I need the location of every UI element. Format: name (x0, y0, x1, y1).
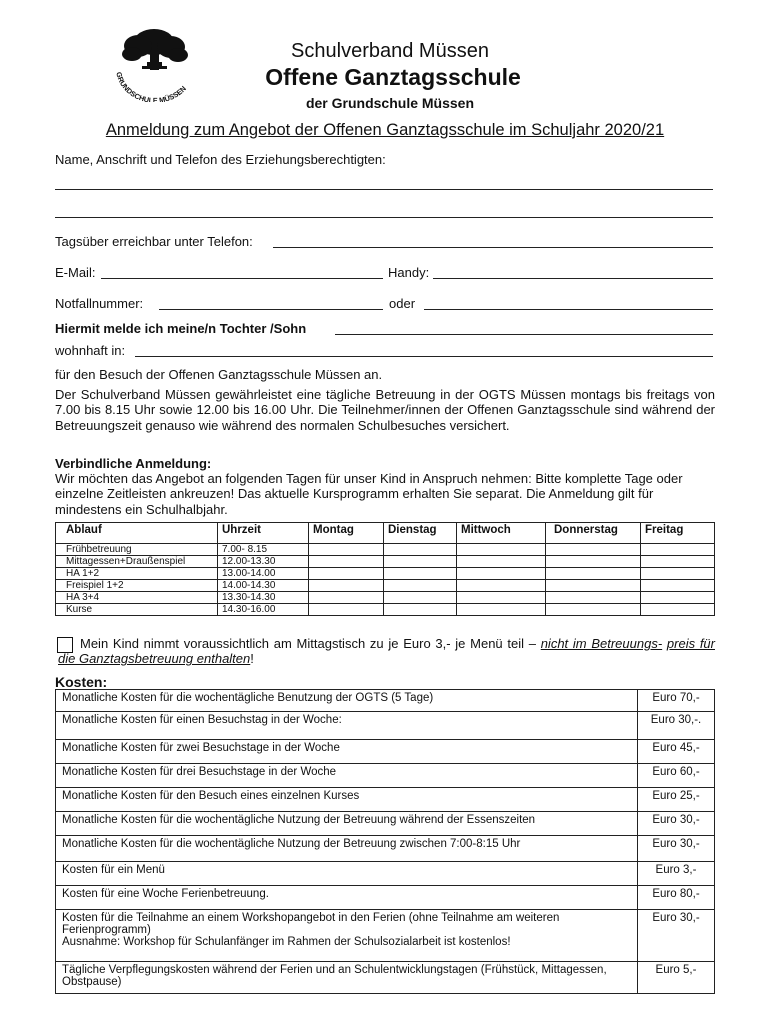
emergency-label: Notfallnummer: (55, 296, 144, 311)
schedule-cell-wednesday[interactable] (457, 568, 546, 580)
cost-row (56, 836, 715, 862)
cost-price: Euro 30,- (638, 812, 715, 836)
cost-row (56, 962, 715, 994)
cost-label: Kosten für die Teilnahme an einem Workshopangebot in den Ferien (ohne Teilnahme am weiteren Ferienprogramm) Ausnahme: Workshop für Schulanfänger im Rahmen der Schulsozialarbeit ist kostenlos! (56, 910, 638, 962)
schedule-time: 13.30-14.30 (218, 592, 309, 604)
schedule-cell-tuesday[interactable] (384, 556, 457, 568)
schedule-cell-monday[interactable] (309, 568, 384, 580)
child-label: Hiermit melde ich meine/n Tochter /Sohn (55, 321, 307, 336)
schedule-cell-wednesday[interactable] (457, 544, 546, 556)
mobile-label: Handy: (388, 265, 430, 280)
schedule-cell-friday[interactable] (641, 556, 715, 568)
residence-label: wohnhaft in: (55, 343, 126, 358)
schedule-cell-friday[interactable] (641, 544, 715, 556)
phone-field[interactable] (273, 247, 713, 248)
cost-price: Euro 30,-. (638, 712, 715, 740)
cost-row (56, 788, 715, 812)
cost-row (56, 910, 715, 962)
schedule-cell-thursday[interactable] (546, 580, 641, 592)
col-wednesday: Mittwoch (457, 523, 546, 544)
schedule-time: 14.00-14.30 (218, 580, 309, 592)
cost-label: Monatliche Kosten für einen Besuchstag in der Woche: (56, 712, 638, 740)
cost-label: Kosten für eine Woche Ferienbetreuung. (56, 886, 638, 910)
cost-price: Euro 45,- (638, 740, 715, 764)
or-label: oder (389, 296, 416, 311)
intro-paragraph: Der Schulverband Müssen gewährleistet eine tägliche Betreuung in der OGTS Müssen montags bis freitags von 7.00 bis 8.15 Uhr sowie 12.00 bis 16.00 Uhr. Die Teilnehmer/innen der Offenen Ganztagsschule sind während der Betreuungszeit genauso wie während des normalen Schulbesuches versichert. (55, 387, 715, 433)
mobile-field[interactable] (433, 278, 713, 279)
header-line1: Schulverband Müssen (291, 40, 489, 62)
cost-price: Euro 60,- (638, 764, 715, 788)
cost-label: Monatliche Kosten für die wochentägliche Nutzung der Betreuung während der Essenszeiten (56, 812, 638, 836)
school-logo (108, 22, 200, 102)
schedule-cell-tuesday[interactable] (384, 544, 457, 556)
phone-label: Tagsüber erreichbar unter Telefon: (55, 234, 253, 249)
schedule-row (56, 544, 715, 556)
emergency-field-alt[interactable] (424, 309, 713, 310)
schedule-cell-friday[interactable] (641, 592, 715, 604)
cost-row (56, 712, 715, 740)
schedule-cell-tuesday[interactable] (384, 580, 457, 592)
cost-price: Euro 30,- (638, 910, 715, 962)
cost-label: Monatliche Kosten für den Besuch eines einzelnen Kurses (56, 788, 638, 812)
cost-label: Kosten für ein Menü (56, 862, 638, 886)
emergency-field[interactable] (159, 309, 383, 310)
schedule-cell-wednesday[interactable] (457, 592, 546, 604)
email-label: E-Mail: (55, 265, 96, 280)
schedule-cell-friday[interactable] (641, 604, 715, 616)
cost-label: Monatliche Kosten für drei Besuchstage in der Woche (56, 764, 638, 788)
cost-row (56, 764, 715, 788)
costs-table (55, 689, 715, 994)
schedule-activity: Freispiel 1+2 (56, 580, 218, 592)
schedule-cell-tuesday[interactable] (384, 568, 457, 580)
schedule-header-row (56, 523, 715, 544)
visit-text: für den Besuch der Offenen Ganztagsschule Müssen an. (55, 367, 383, 382)
cost-label: Tägliche Verpflegungskosten während der Ferien und an Schulentwicklungstagen (Frühstück, Mittagessen, Obstpause) (56, 962, 638, 994)
schedule-cell-wednesday[interactable] (457, 604, 546, 616)
col-friday: Freitag (641, 523, 715, 544)
col-time: Uhrzeit (218, 523, 309, 544)
schedule-row (56, 568, 715, 580)
svg-text:GRUNDSCHULE MÜSSEN (114, 71, 188, 102)
schedule-cell-tuesday[interactable] (384, 604, 457, 616)
guardian-line-2[interactable] (55, 217, 713, 218)
cost-price: Euro 70,- (638, 690, 715, 712)
schedule-row (56, 604, 715, 616)
schedule-time: 12.00-13.30 (218, 556, 309, 568)
cost-label: Monatliche Kosten für zwei Besuchstage in der Woche (56, 740, 638, 764)
schedule-cell-friday[interactable] (641, 568, 715, 580)
schedule-row (56, 592, 715, 604)
schedule-row (56, 556, 715, 568)
logo-text: GRUNDSCHULE MÜSSEN (114, 70, 188, 102)
cost-price: Euro 25,- (638, 788, 715, 812)
schedule-activity: Frühbetreuung (56, 544, 218, 556)
cost-row (56, 886, 715, 910)
lunch-text-main: Mein Kind nimmt voraussichtlich am Mittagstisch zu je Euro 3,- je Menü teil – (80, 636, 541, 651)
cost-row (56, 740, 715, 764)
col-monday: Montag (309, 523, 384, 544)
schedule-cell-monday[interactable] (309, 580, 384, 592)
schedule-cell-thursday[interactable] (546, 568, 641, 580)
lunch-text (58, 636, 715, 667)
col-thursday: Donnerstag (546, 523, 641, 544)
header-line3: der Grundschule Müssen (305, 95, 475, 111)
lunch-emphasis-1: nicht im Betreuungs- (540, 636, 663, 651)
lunch-text-end: ! (250, 651, 254, 667)
binding-heading: Verbindliche Anmeldung: (55, 456, 212, 471)
cost-row (56, 862, 715, 886)
residence-field[interactable] (135, 356, 713, 357)
schedule-cell-monday[interactable] (309, 556, 384, 568)
col-tuesday: Dienstag (384, 523, 457, 544)
schedule-cell-monday[interactable] (309, 592, 384, 604)
cost-price: Euro 30,- (638, 836, 715, 862)
schedule-cell-tuesday[interactable] (384, 592, 457, 604)
schedule-cell-thursday[interactable] (546, 592, 641, 604)
schedule-activity: HA 1+2 (56, 568, 218, 580)
col-activity: Ablauf (56, 523, 218, 544)
cost-label: Monatliche Kosten für die wochentägliche Benutzung der OGTS (5 Tage) (56, 690, 638, 712)
cost-price: Euro 80,- (638, 886, 715, 910)
schedule-activity: Mittagessen+Draußenspiel (56, 556, 218, 568)
schedule-cell-thursday[interactable] (546, 556, 641, 568)
schedule-cell-wednesday[interactable] (457, 580, 546, 592)
schedule-activity: HA 3+4 (56, 592, 218, 604)
schedule-cell-thursday[interactable] (546, 604, 641, 616)
header-line2: Offene Ganztagsschule (265, 64, 521, 90)
schedule-time: 7.00- 8.15 (218, 544, 309, 556)
cost-label: Monatliche Kosten für die wochentägliche Nutzung der Betreuung zwischen 7:00-8:15 Uhr (56, 836, 638, 862)
schedule-cell-wednesday[interactable] (457, 556, 546, 568)
schedule-time: 13.00-14.00 (218, 568, 309, 580)
email-field[interactable] (101, 278, 383, 279)
lunch-emphasis-2: preis für die Ganztagsbetreuung enthalten (58, 636, 715, 667)
schedule-row (56, 580, 715, 592)
page-title: Anmeldung zum Angebot der Offenen Ganztagsschule im Schuljahr 2020/21 (105, 121, 665, 139)
cost-price: Euro 5,- (638, 962, 715, 994)
child-field[interactable] (335, 334, 713, 335)
guardian-label: Name, Anschrift und Telefon des Erziehungsberechtigten: (55, 152, 386, 167)
schedule-cell-monday[interactable] (309, 544, 384, 556)
cost-row (56, 812, 715, 836)
cost-price: Euro 3,- (638, 862, 715, 886)
cost-row (56, 690, 715, 712)
schedule-time: 14.30-16.00 (218, 604, 309, 616)
costs-heading: Kosten: (55, 674, 108, 690)
guardian-line-1[interactable] (55, 189, 713, 190)
schedule-table (55, 522, 715, 616)
schedule-activity: Kurse (56, 604, 218, 616)
schedule-cell-monday[interactable] (309, 604, 384, 616)
binding-text: Wir möchten das Angebot an folgenden Tagen für unser Kind in Anspruch nehmen: Bitte komplette Tage oder einzelne Zeitleisten ankreuzen! Das aktuelle Kursprogramm erhalten Sie separat. Die Anmeldung gilt für mindestens ein Schulhalbjahr. (55, 471, 683, 517)
schedule-cell-friday[interactable] (641, 580, 715, 592)
schedule-cell-thursday[interactable] (546, 544, 641, 556)
